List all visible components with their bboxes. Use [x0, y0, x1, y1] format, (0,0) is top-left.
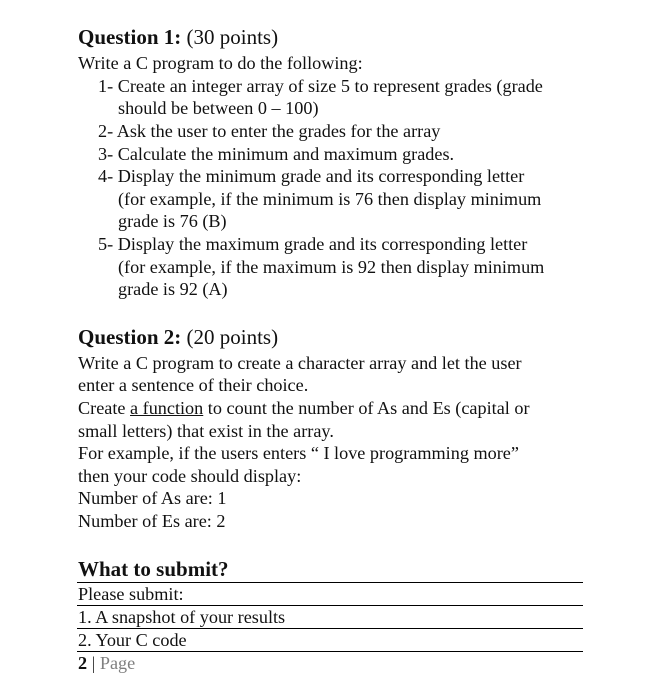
q1-item-4-line-1: 4- Display the minimum grade and its corresponding letter — [98, 166, 525, 186]
q2-line-3-post: to count the number of As and Es (capital or — [203, 398, 530, 418]
q1-item-4-line-3: grade is 76 (B) — [118, 211, 227, 231]
q2-line-1: Write a C program to create a character array and let the user — [78, 353, 522, 373]
q2-line-5: For example, if the users enters “ I love programming more” — [78, 443, 519, 463]
submit-row-1: Please submit: — [78, 584, 184, 604]
page-label: Page — [99, 653, 136, 673]
submit-rule-4 — [77, 651, 583, 652]
q2-line-3 — [78, 397, 530, 420]
page-number: 2 — [78, 653, 88, 673]
q1-item-4-line-2: (for example, if the minimum is 76 then display minimum — [118, 189, 542, 209]
q2-line-2: enter a sentence of their choice. — [78, 375, 309, 395]
function-underlined-text: a function — [130, 398, 204, 418]
q2-line-3-pre: Create — [78, 398, 131, 418]
q1-item-1-line-1: 1- Create an integer array of size 5 to represent grades (grade — [98, 76, 543, 96]
q1-item-5-line-3: grade is 92 (A) — [118, 279, 228, 299]
submit-row-3: 2. Your C code — [78, 630, 187, 650]
question-1-intro: Write a C program to do the following: — [78, 53, 363, 73]
page-footer — [78, 652, 135, 675]
q1-item-2: 2- Ask the user to enter the grades for the array — [98, 121, 441, 141]
q2-output-line-1: Number of As are: 1 — [78, 488, 227, 508]
q2-line-4: small letters) that exist in the array. — [78, 421, 334, 441]
question-2-points: (20 points) — [181, 325, 279, 349]
q2-line-6: then your code should display: — [78, 466, 302, 486]
q1-item-3: 3- Calculate the minimum and maximum grades. — [98, 144, 455, 164]
submit-row-2: 1. A snapshot of your results — [78, 607, 286, 627]
question-1-heading — [78, 24, 278, 50]
page-separator: | — [87, 653, 100, 673]
q1-item-5-line-2: (for example, if the maximum is 92 then display minimum — [118, 257, 545, 277]
q2-output-line-2: Number of Es are: 2 — [78, 511, 226, 531]
question-2-heading — [78, 324, 278, 350]
q1-item-5-line-1: 5- Display the maximum grade and its corresponding letter — [98, 234, 528, 254]
question-2-title: Question 2: — [78, 325, 182, 349]
q1-item-1-line-2: should be between 0 – 100) — [118, 98, 319, 118]
question-1-points: (30 points) — [181, 25, 279, 49]
question-1-title: Question 1: — [78, 25, 182, 49]
submit-heading: What to submit? — [78, 557, 229, 581]
